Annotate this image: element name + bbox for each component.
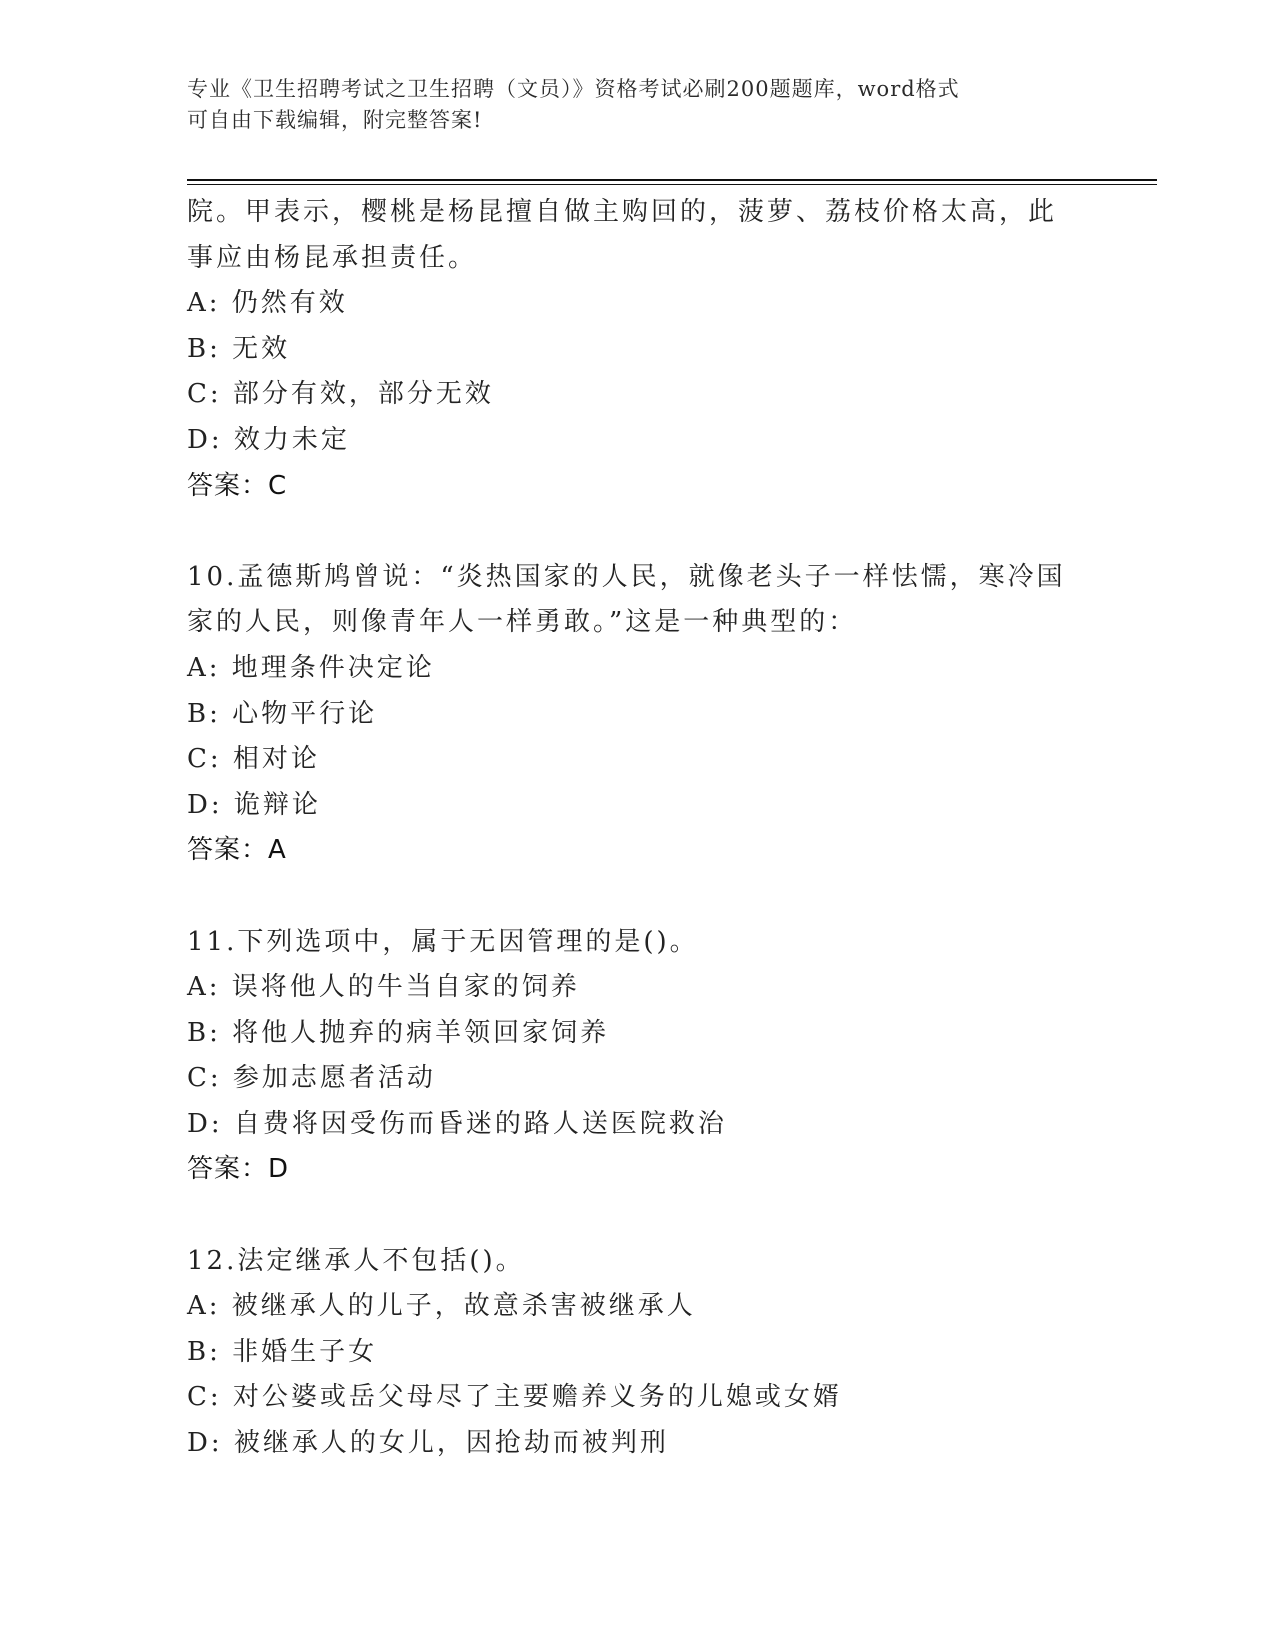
option-c: C: 相对论	[187, 744, 320, 775]
question-9	[187, 190, 1087, 509]
spacer	[187, 874, 1087, 920]
question-text-line: 事应由杨昆承担责任。	[187, 242, 478, 273]
option-d: D: 被继承人的女儿，因抢劫而被判刑	[187, 1428, 669, 1459]
question-text-line: 11.下列选项中，属于无因管理的是()。	[187, 926, 699, 957]
header-line-1: 专业《卫生招聘考试之卫生招聘（文员）》资格考试必刷200题题库，word格式	[187, 77, 960, 101]
option-b: B: 将他人抛弃的病羊领回家饲养	[187, 1017, 610, 1048]
question-text-line: 家的人民，则像青年人一样勇敢。”这是一种典型的：	[187, 607, 858, 638]
spacer	[187, 509, 1087, 555]
answer: 答案：C	[187, 470, 288, 501]
header-rule-thin	[187, 184, 1157, 185]
option-a: A: 地理条件决定论	[187, 652, 435, 683]
header-rule-thick	[187, 179, 1157, 181]
option-d: D: 效力未定	[187, 424, 350, 455]
option-c: C: 参加志愿者活动	[187, 1063, 436, 1094]
question-text-line: 12.法定继承人不包括()。	[187, 1245, 525, 1276]
option-a: A: 仍然有效	[187, 288, 348, 319]
option-d: D: 诡辩论	[187, 789, 321, 820]
option-d: D: 自费将因受伤而昏迷的路人送医院救治	[187, 1108, 727, 1139]
option-a: A: 误将他人的牛当自家的饲养	[187, 972, 580, 1003]
header-line-2: 可自由下载编辑，附完整答案!	[187, 108, 483, 132]
question-10	[187, 555, 1087, 874]
option-b: B: 无效	[187, 333, 291, 364]
option-b: B: 心物平行论	[187, 698, 378, 729]
question-text-line: 10.孟德斯鸠曾说：“炎热国家的人民，就像老头子一样怯懦，寒冷国	[187, 561, 1066, 592]
question-content	[187, 190, 1087, 1467]
option-c: C: 对公婆或岳父母尽了主要赡养义务的儿媳或女婿	[187, 1382, 842, 1413]
option-a: A: 被继承人的儿子，故意杀害被继承人	[187, 1291, 696, 1322]
spacer	[187, 1193, 1087, 1239]
answer: 答案：D	[187, 1154, 290, 1185]
question-12	[187, 1239, 1087, 1467]
option-c: C: 部分有效，部分无效	[187, 379, 494, 410]
answer: 答案：A	[187, 835, 287, 866]
option-b: B: 非婚生子女	[187, 1336, 378, 1367]
question-11	[187, 920, 1087, 1194]
question-text-line: 院。甲表示，樱桃是杨昆擅自做主购回的，菠萝、荔枝价格太高，此	[187, 197, 1058, 227]
page-header	[187, 74, 1087, 136]
